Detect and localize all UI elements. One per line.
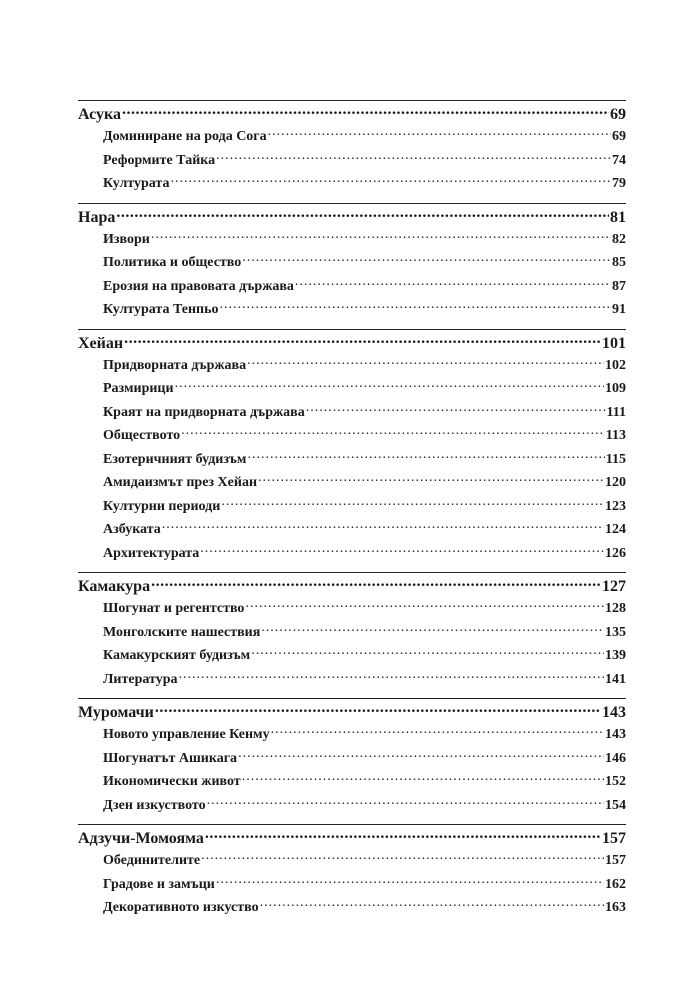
entry-page-number: 120 <box>605 475 626 490</box>
dot-leader <box>220 299 611 313</box>
entry-page-number: 102 <box>605 357 626 373</box>
dot-leader <box>151 575 601 591</box>
entry-page-number: 124 <box>605 522 626 537</box>
dot-leader <box>179 669 605 683</box>
toc-section-row <box>78 824 626 850</box>
entry-title: Размирици <box>103 381 174 396</box>
dot-leader <box>221 496 604 510</box>
dot-leader <box>242 252 611 266</box>
toc-entry-row <box>78 402 626 426</box>
entry-title: Придворната държава <box>103 357 247 373</box>
toc-entry-row <box>78 150 626 174</box>
toc-entry-row <box>78 449 626 473</box>
dot-leader <box>247 449 604 463</box>
dot-leader <box>162 519 604 533</box>
toc-entry-row <box>78 622 626 646</box>
section-title: Нара <box>78 208 116 226</box>
section-title: Камакура <box>78 578 151 595</box>
toc-entry-row <box>78 229 626 253</box>
entry-title: Политика и общество <box>103 255 242 270</box>
entry-page-number: 69 <box>612 129 626 144</box>
entry-title: Обединителите <box>103 853 201 868</box>
toc-entry-row <box>78 355 626 379</box>
entry-page-number: 141 <box>605 671 626 687</box>
toc-entry-row <box>78 299 626 323</box>
dot-leader <box>245 598 604 612</box>
toc-entry-row <box>78 724 626 748</box>
entry-page-number: 115 <box>605 451 626 467</box>
dot-leader <box>155 701 601 717</box>
entry-title: Икономически живот <box>103 774 241 789</box>
dot-leader <box>258 472 604 486</box>
dot-leader <box>216 874 604 888</box>
toc-entry-row <box>78 173 626 197</box>
dot-leader <box>151 229 611 243</box>
dot-leader <box>268 126 611 140</box>
entry-title: Ерозия на правовата държава <box>103 278 294 294</box>
entry-page-number: 111 <box>606 404 626 420</box>
entry-page-number: 74 <box>612 152 626 168</box>
dot-leader <box>175 378 604 392</box>
entry-title: Амидаизмът през Хейан <box>103 475 258 490</box>
toc-entry-row <box>78 252 626 276</box>
toc-entry-row <box>78 276 626 300</box>
dot-leader <box>122 103 609 119</box>
entry-page-number: 152 <box>605 774 626 789</box>
section-page-number: 157 <box>602 830 626 847</box>
dot-leader <box>271 724 604 738</box>
toc-entry-row <box>78 874 626 898</box>
toc-entry-row <box>78 850 626 874</box>
toc-section-row <box>78 329 626 355</box>
dot-leader <box>170 173 611 187</box>
dot-leader <box>216 150 611 164</box>
dot-leader <box>200 543 604 557</box>
dot-leader <box>205 827 601 843</box>
entry-title: Доминиране на рода Сога <box>103 129 267 144</box>
toc-entry-row <box>78 748 626 772</box>
toc-entry-row <box>78 598 626 622</box>
entry-title: Обществото <box>103 428 181 443</box>
entry-title: Шогунатът Ашикага <box>103 750 238 766</box>
dot-leader <box>124 332 601 348</box>
entry-title: Монголските нашествия <box>103 624 261 640</box>
entry-title: Реформите Тайка <box>103 152 216 168</box>
toc-entry-row <box>78 669 626 693</box>
entry-title: Азбуката <box>103 522 161 537</box>
toc-entry-row <box>78 897 626 921</box>
entry-page-number: 139 <box>605 648 626 663</box>
toc-section-row <box>78 100 626 126</box>
dot-leader <box>201 850 604 864</box>
entry-title: Краят на придворната държава <box>103 404 305 420</box>
entry-page-number: 126 <box>605 545 626 561</box>
toc-entry-row <box>78 472 626 496</box>
dot-leader <box>260 897 604 911</box>
toc-section-row <box>78 698 626 724</box>
section-title: Асука <box>78 106 122 123</box>
toc-entry-row <box>78 496 626 520</box>
entry-title: Камакурският будизъм <box>103 648 251 663</box>
dot-leader <box>251 645 604 659</box>
section-title: Хейан <box>78 334 124 352</box>
table-of-contents <box>78 100 626 921</box>
toc-entry-row <box>78 519 626 543</box>
dot-leader <box>116 206 609 222</box>
section-page-number: 81 <box>610 208 626 226</box>
entry-page-number: 143 <box>605 727 626 742</box>
entry-title: Културата Тенпьо <box>103 302 219 317</box>
dot-leader <box>242 771 604 785</box>
entry-title: Литература <box>103 671 178 687</box>
toc-section-row <box>78 572 626 598</box>
toc-entry-row <box>78 126 626 150</box>
section-page-number: 69 <box>610 106 626 123</box>
dot-leader <box>261 622 604 636</box>
entry-title: Културни периоди <box>103 498 221 514</box>
entry-page-number: 154 <box>605 797 626 813</box>
toc-entry-row <box>78 543 626 567</box>
entry-page-number: 146 <box>605 750 626 766</box>
entry-page-number: 87 <box>612 278 626 294</box>
entry-title: Новото управление Кенму <box>103 727 270 742</box>
section-title: Адзучи-Момояма <box>78 830 204 847</box>
dot-leader <box>247 355 604 369</box>
entry-title: Декоративното изкуство <box>103 900 259 915</box>
entry-title: Езотеричният будизъм <box>103 451 247 467</box>
entry-title: Извори <box>103 231 150 247</box>
toc-entry-row <box>78 795 626 819</box>
dot-leader <box>238 748 604 762</box>
toc-section-row <box>78 203 626 229</box>
entry-page-number: 128 <box>605 601 626 616</box>
entry-page-number: 85 <box>612 255 626 270</box>
section-page-number: 143 <box>602 704 626 721</box>
dot-leader <box>295 276 611 290</box>
toc-entry-row <box>78 378 626 402</box>
dot-leader <box>207 795 604 809</box>
toc-entry-row <box>78 645 626 669</box>
entry-title: Дзен изкуството <box>103 797 206 813</box>
entry-page-number: 157 <box>605 853 626 868</box>
section-title: Муромачи <box>78 704 154 721</box>
entry-page-number: 79 <box>612 176 626 191</box>
entry-title: Архитектурата <box>103 545 200 561</box>
toc-entry-row <box>78 771 626 795</box>
entry-page-number: 109 <box>605 381 626 396</box>
section-page-number: 127 <box>602 578 626 595</box>
entry-page-number: 82 <box>612 231 626 247</box>
entry-page-number: 135 <box>605 624 626 640</box>
toc-entry-row <box>78 425 626 449</box>
section-page-number: 101 <box>602 334 626 352</box>
entry-title: Културата <box>103 176 170 191</box>
entry-title: Градове и замъци <box>103 876 215 892</box>
dot-leader <box>306 402 606 416</box>
dot-leader <box>181 425 605 439</box>
entry-page-number: 113 <box>605 428 626 443</box>
entry-page-number: 163 <box>605 900 626 915</box>
entry-page-number: 162 <box>605 876 626 892</box>
entry-title: Шогунат и регентство <box>103 601 245 616</box>
entry-page-number: 123 <box>605 498 626 514</box>
entry-page-number: 91 <box>612 302 626 317</box>
